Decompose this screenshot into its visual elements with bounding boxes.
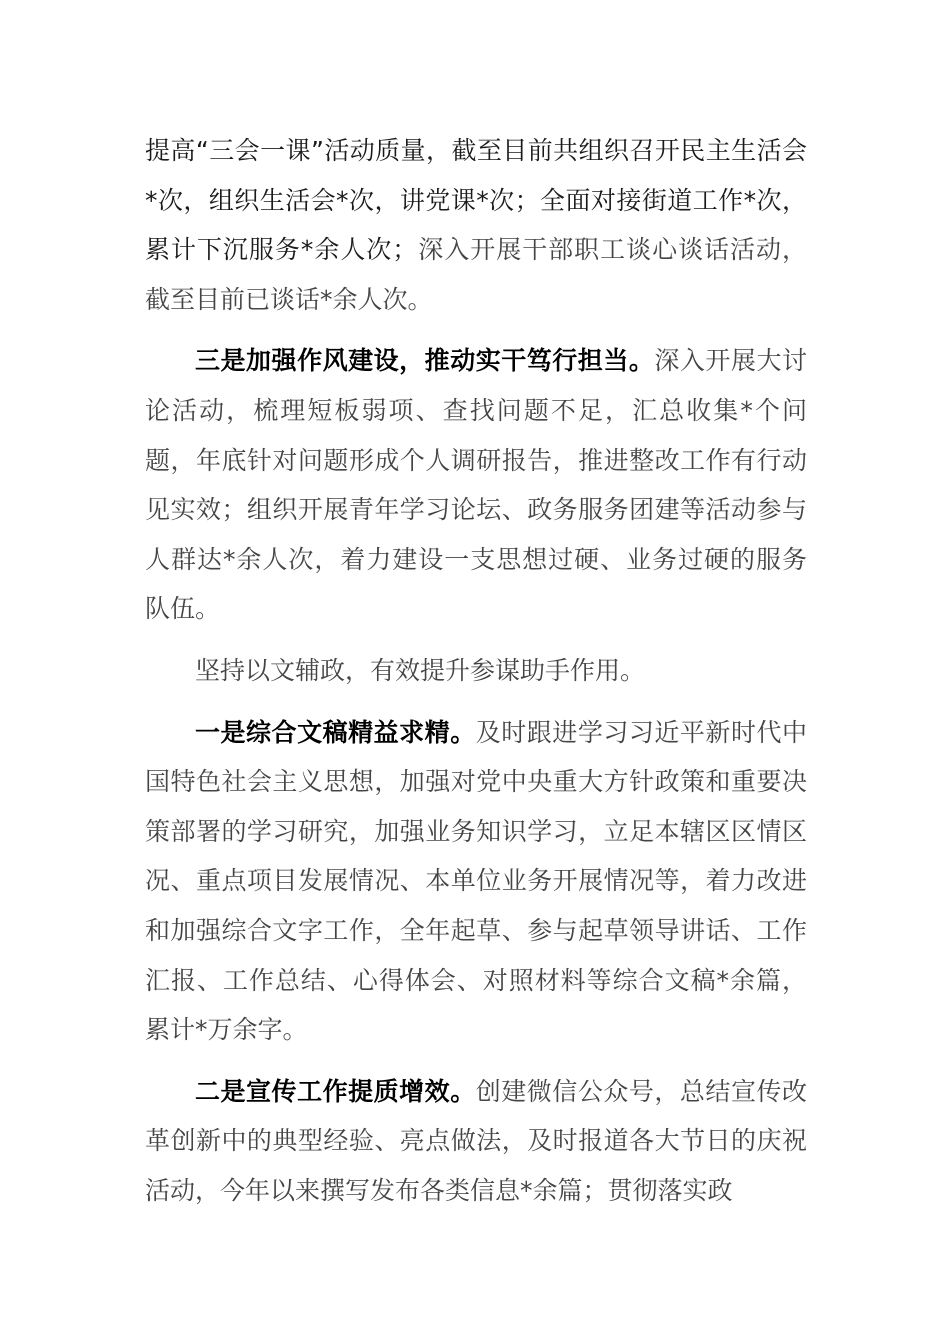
paragraph-text: 深入开展大讨论活动，梳理短板弱项、查找问题不足，汇总收集*个问题，年底针对问题形成个人调研报告，推进整改工作有行动见实效；组织开展青年学习论坛、政务服务团建等活动参与人群达*余人次，着力建设一支思想过硬、业务过硬的服务队伍。 xyxy=(145,346,807,624)
paragraph-text: 及时跟进学习习近平新时代中国特色社会主义思想，加强对党中央重大方针政策和重要决策部署的学习研究，加强业务知识学习，立足本辖区区情区况、重点项目发展情况、本单位业务开展情况等，着力改进和加强综合文字工作，全年起草、参与起草领导讲话、工作汇报、工作总结、心得体会、对照材料等综合文稿*余篇，累计*万余字。 xyxy=(145,717,807,1045)
paragraph-text: 深入开展干部职工谈心谈话活动，截至目前已谈话*余人次。 xyxy=(145,235,807,314)
paragraph-text: 坚持以文辅政，有效提升参谋助手作用。 xyxy=(195,655,646,685)
paragraph-publicity xyxy=(145,1067,807,1216)
paragraph-lead-heading: 三是加强作风建设，推动实干笃行担当。 xyxy=(195,346,655,376)
paragraph-lead-heading: 一是综合文稿精益求精。 xyxy=(195,717,476,747)
paragraph-work-style xyxy=(145,336,807,634)
paragraph-lead-heading: 二是宣传工作提质增效。 xyxy=(195,1076,476,1106)
paragraph-section-intro xyxy=(145,646,807,696)
paragraph-party-meetings xyxy=(145,126,807,324)
paragraph-text: 创建微信公众号，总结宣传改革创新中的典型经验、亮点做法，及时报道各大节日的庆祝活动，今年以来撰写发布各类信息*余篇；贯彻落实政 xyxy=(145,1076,807,1205)
document-body xyxy=(145,126,807,1227)
paragraph-text-dark: 提高“三会一课”活动质量，截至目前共组织召开民主生活会*次，组织生活会*次，讲党课*次；全面对接街道工作*次，累计下沉服务*余人次； xyxy=(145,136,807,265)
paragraph-writing xyxy=(145,708,807,1055)
